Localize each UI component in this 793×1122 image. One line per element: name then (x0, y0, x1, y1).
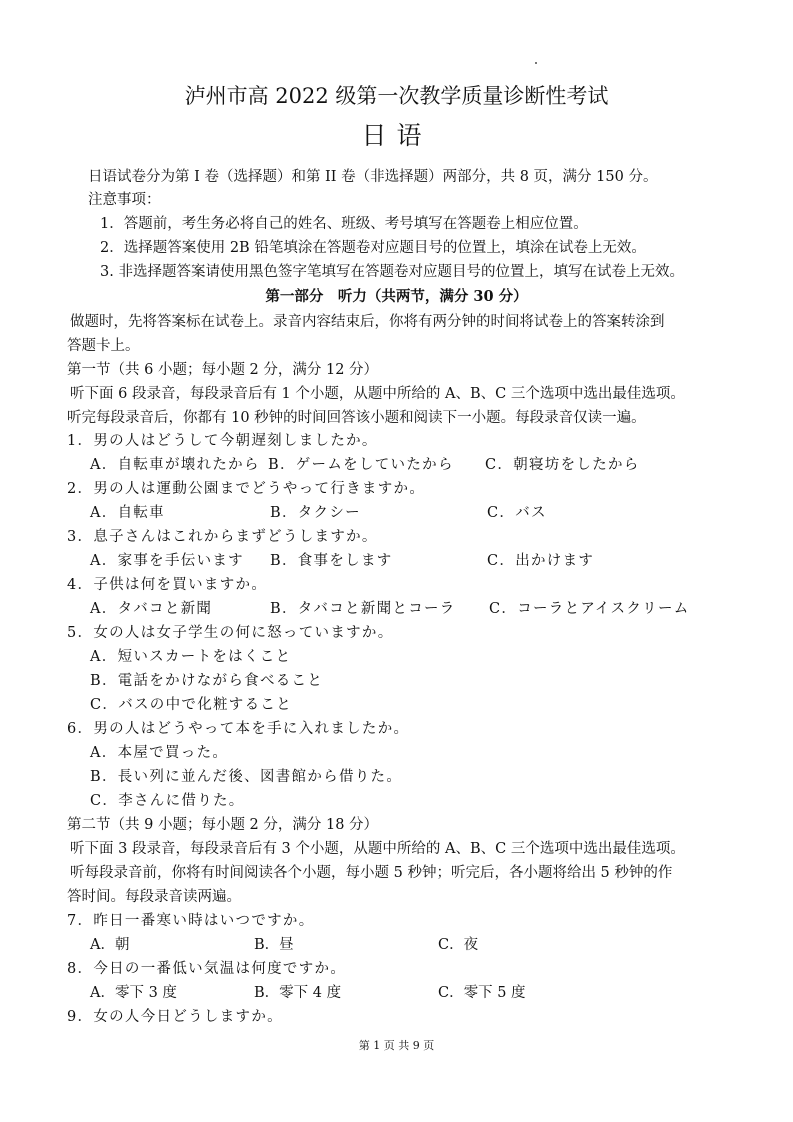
question-8: 8．今日の一番低い気温は何度ですか。 (67, 961, 347, 977)
question-7: 7．昨日一番寒い時はいつですか。 (67, 913, 315, 929)
question-4: 4．子供は何を買いますか。 (67, 577, 268, 593)
section2-instruction-line-1: 听下面 3 段录音，每段录音后有 3 个小题，从题中所给的 A、B、C 三个选项中选出最佳选项。 (70, 841, 685, 857)
q8-option-c: C．零下 5 度 (438, 985, 526, 1001)
q5-option-a: A．短いスカートをはくこと (90, 649, 292, 665)
q6-option-b: B．長い列に並んだ後、図書館から借りた。 (90, 769, 403, 785)
section1-instruction-line-2: 听完每段录音后，你都有 10 秒钟的时间回答该小题和阅读下一小题。每段录音仅读一遍。 (67, 410, 646, 426)
q3-option-c: C．出かけます (487, 553, 595, 569)
question-5: 5．女の人は女子学生の何に怒っていますか。 (67, 625, 394, 641)
q1-option-a: A．自転車が壊れたから (90, 457, 260, 473)
q5-option-b: B．電話をかけながら食べること (90, 673, 324, 689)
q2-option-a: A．自転車 (90, 505, 165, 521)
q4-option-c: C．コーラとアイスクリーム (489, 601, 690, 617)
section2-heading: 第二节（共 9 小题；每小题 2 分，满分 18 分） (67, 817, 379, 833)
q1-option-c: C．朝寝坊をしたから (485, 457, 640, 473)
notice-item-1: 1．答题前，考生务必将自己的姓名、班级、考号填写在答题卷上相应位置。 (100, 216, 588, 232)
part1-instruction-line-1: 做题时，先将答案标在试卷上。录音内容结束后，你将有两分钟的时间将试卷上的答案转涂到 (70, 314, 665, 330)
section2-instruction-line-2: 听每段录音前，你将有时间阅读各个小题，每小题 5 秒钟；听完后，各小题将给出 5 秒钟的作 (70, 865, 673, 881)
q3-option-a: A．家事を手伝います (90, 553, 244, 569)
section2-instruction-line-3: 答时间。每段录音读两遍。 (67, 889, 241, 905)
q2-option-b: B．タクシー (270, 505, 361, 521)
page-footer: 第 1 页 共 9 页 (358, 1039, 435, 1052)
scan-dot (535, 62, 537, 64)
q7-option-b: B．昼 (254, 937, 294, 953)
question-3: 3．息子さんはこれからまずどうしますか。 (67, 529, 378, 545)
q6-option-c: C．李さんに借りた。 (90, 793, 245, 809)
q3-option-b: B．食事をします (270, 553, 393, 569)
q6-option-a: A．本屋で買った。 (90, 745, 229, 761)
notice-title: 注意事项： (88, 192, 161, 208)
part1-instruction-line-2: 答题卡上。 (67, 338, 140, 354)
notice-item-2: 2．选择题答案使用 2B 铅笔填涂在答题卷对应题目号的位置上，填涂在试卷上无效。 (100, 240, 646, 256)
question-2: 2．男の人は運動公園までどうやって行きますか。 (67, 481, 426, 497)
q4-option-a: A．タバコと新聞 (90, 601, 213, 617)
part1-heading: 第一部分 听力（共两节，满分 30 分） (265, 288, 528, 305)
q8-option-b: B．零下 4 度 (254, 985, 342, 1001)
intro-text: 日语试卷分为第 I 卷（选择题）和第 II 卷（非选择题）两部分，共 8 页，满分 150 分。 (88, 169, 658, 185)
q7-option-a: A．朝 (90, 937, 130, 953)
subject-title: 日语 (361, 121, 432, 150)
question-6: 6．男の人はどうやって本を手に入れましたか。 (67, 721, 410, 737)
question-1: 1．男の人はどうして今朝遅刻しましたか。 (67, 433, 378, 449)
question-9: 9．女の人今日どうしますか。 (67, 1009, 283, 1025)
q4-option-b: B．タバコと新聞とコーラ (270, 601, 456, 617)
section1-heading: 第一节（共 6 小题；每小题 2 分，满分 12 分） (67, 362, 379, 378)
q2-option-c: C．バス (487, 505, 547, 521)
notice-item-3: 3. 非选择题答案请使用黑色签字笔填写在答题卷对应题目号的位置上，填写在试卷上无效。 (100, 264, 684, 280)
q8-option-a: A．零下 3 度 (90, 985, 177, 1001)
q7-option-c: C．夜 (438, 937, 479, 953)
q1-option-b: B．ゲームをしていたから (268, 457, 454, 473)
section1-instruction-line-1: 听下面 6 段录音，每段录音后有 1 个小题，从题中所给的 A、B、C 三个选项中选出最佳选项。 (70, 386, 685, 402)
q5-option-c: C．バスの中で化粧すること (90, 697, 292, 713)
exam-title: 泸州市高 2022 级第一次教学质量诊断性考试 (184, 84, 609, 108)
